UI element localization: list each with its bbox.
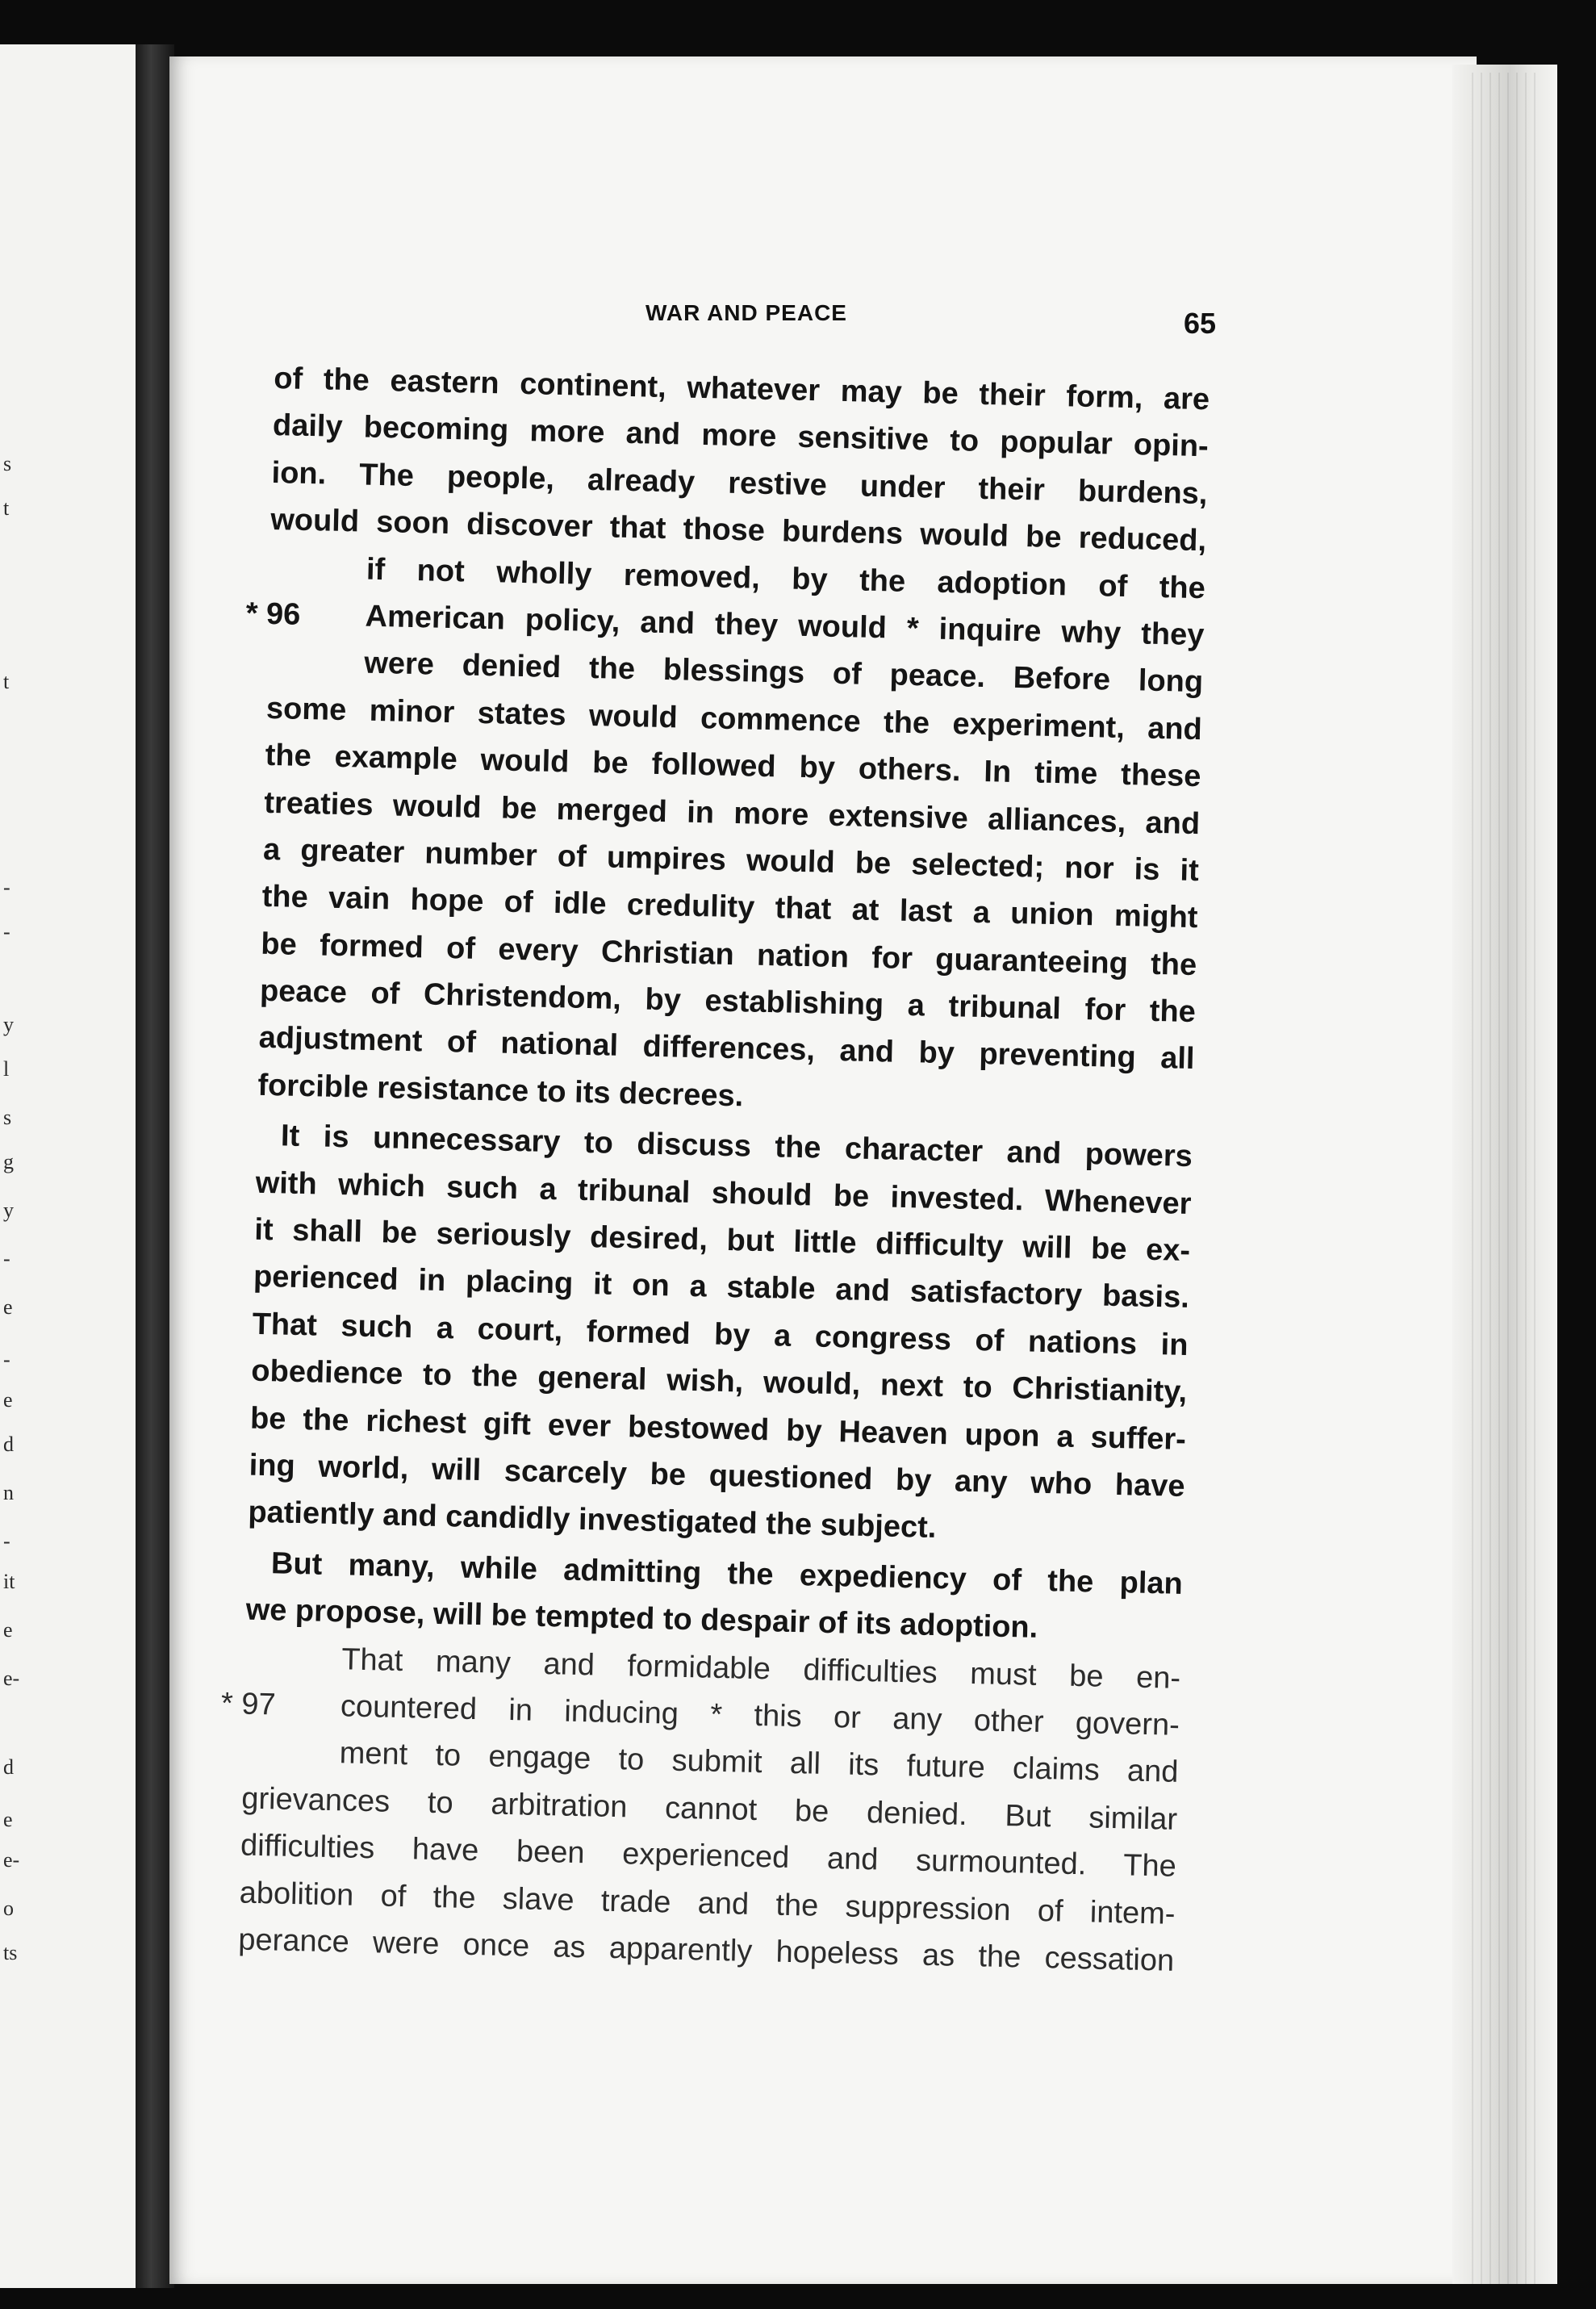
text-line-content: grievances to arbitration cannot be denied. But similar xyxy=(240,1781,1178,1837)
text-line-content: with which such a tribunal should be invested. Whenever xyxy=(255,1165,1192,1221)
page-stack-lines xyxy=(1464,73,1541,2284)
text-line-content: a greater number of umpires would be selected; nor is it xyxy=(262,832,1200,889)
margin-fragment: t xyxy=(3,670,10,693)
text-line-content: we propose, will be tempted to despair of its adoption. xyxy=(245,1592,1038,1646)
margin-fragment: e xyxy=(3,1295,13,1319)
margin-fragment: e- xyxy=(3,1848,20,1872)
text-line-content: the example would be followed by others. In time these xyxy=(265,738,1201,794)
text-line-content: American policy, and they would * inquire why they xyxy=(365,599,1205,653)
page-number: 65 xyxy=(1184,307,1217,340)
margin-fragment: e xyxy=(3,1618,13,1642)
margin-fragment: ts xyxy=(3,1941,18,1964)
text-line-content: perienced in placing it on a stable and satisfactory basis. xyxy=(253,1260,1190,1316)
text-line-content: be the richest gift ever bestowed by Heaven upon a suffer- xyxy=(249,1401,1187,1457)
margin-fragment: l xyxy=(3,1057,10,1081)
text-line-content: some minor states would commence the experiment, and xyxy=(265,691,1203,747)
margin-fragment: - xyxy=(3,920,10,943)
margin-fragment: e xyxy=(3,1808,13,1831)
text-line-content: forcible resistance to its decrees. xyxy=(257,1068,744,1114)
margin-fragment: e- xyxy=(3,1667,20,1690)
margin-fragment: e xyxy=(3,1388,13,1412)
margin-fragment: d xyxy=(3,1755,14,1779)
text-line-content: difficulties have been experienced and surmounted. The xyxy=(240,1828,1177,1884)
margin-fragment: - xyxy=(3,1529,10,1553)
text-line-content: if not wholly removed, by the adoption of the xyxy=(366,552,1206,605)
text-line-content: abolition of the slave trade and the suppression of intem- xyxy=(239,1876,1176,1931)
book-gutter xyxy=(136,44,174,2288)
margin-fragment: - xyxy=(3,1348,10,1371)
margin-fragment: it xyxy=(3,1570,15,1593)
text-line-content: obedience to the general wish, would, next to Christianity, xyxy=(250,1353,1188,1410)
margin-fragment: y xyxy=(3,1198,14,1222)
margin-fragment: t xyxy=(3,496,10,520)
margin-fragment: o xyxy=(3,1897,14,1920)
left-page-edge xyxy=(0,44,136,2288)
margin-fragment: y xyxy=(3,1013,14,1036)
page-reference-marker: * 97 xyxy=(220,1686,277,1722)
text-line-content: be formed of every Christian nation for guaranteeing the xyxy=(260,927,1197,982)
margin-fragment: - xyxy=(3,1247,10,1270)
text-line-content: it shall be seriously desired, but little difficulty will be ex- xyxy=(253,1212,1191,1269)
left-page-margin-fragments xyxy=(0,44,24,2288)
text-line-content: peace of Christendom, by establishing a tribunal for the xyxy=(259,973,1197,1030)
margin-fragment: n xyxy=(3,1481,14,1504)
text-line-content: That such a court, formed by a congress of nations in xyxy=(252,1307,1189,1362)
text-line-content: That many and formidable difficulties must be en- xyxy=(341,1642,1181,1696)
text-line-content: the vain hope of idle credulity that at last a union might xyxy=(261,880,1198,935)
margin-fragment: s xyxy=(3,452,12,475)
text-line-content: adjustment of national differences, and by preventing all xyxy=(258,1021,1195,1077)
body-text xyxy=(220,355,1210,1985)
text-line-content: countered in inducing * this or any other govern- xyxy=(340,1689,1180,1742)
text-line-content: perance were once as apparently hopeless as the cessation xyxy=(237,1922,1175,1978)
text-line-content: treaties would be merged in more extensive alliances, and xyxy=(263,785,1201,841)
text-line-content: were denied the blessings of peace. Before long xyxy=(363,646,1204,700)
margin-fragment: - xyxy=(3,876,10,899)
text-line-content: of the eastern continent, whatever may be their form, are xyxy=(273,361,1210,417)
margin-fragment: s xyxy=(3,1106,12,1129)
text-line-content: But many, while admitting the expediency of the plan xyxy=(270,1546,1184,1601)
page-reference-marker: * 96 xyxy=(245,596,301,632)
text-line-content: It is unnecessary to discuss the character and powers xyxy=(280,1119,1193,1174)
text-line-content: ment to engage to submit all its future claims and xyxy=(339,1736,1179,1790)
text-line-content: patiently and candidly investigated the subject. xyxy=(247,1495,937,1546)
text-line-content: ing world, will scarcely be questioned by any who have xyxy=(249,1448,1185,1504)
text-line-content: daily becoming more and more sensitive to popular opin- xyxy=(272,408,1210,464)
text-line-content: ion. The people, already restive under their burdens, xyxy=(271,455,1208,512)
text-line-content: would soon discover that those burdens would be reduced, xyxy=(269,503,1207,558)
running-head: WAR AND PEACE xyxy=(646,300,847,325)
margin-fragment: g xyxy=(3,1150,14,1173)
margin-fragment: d xyxy=(3,1433,14,1456)
